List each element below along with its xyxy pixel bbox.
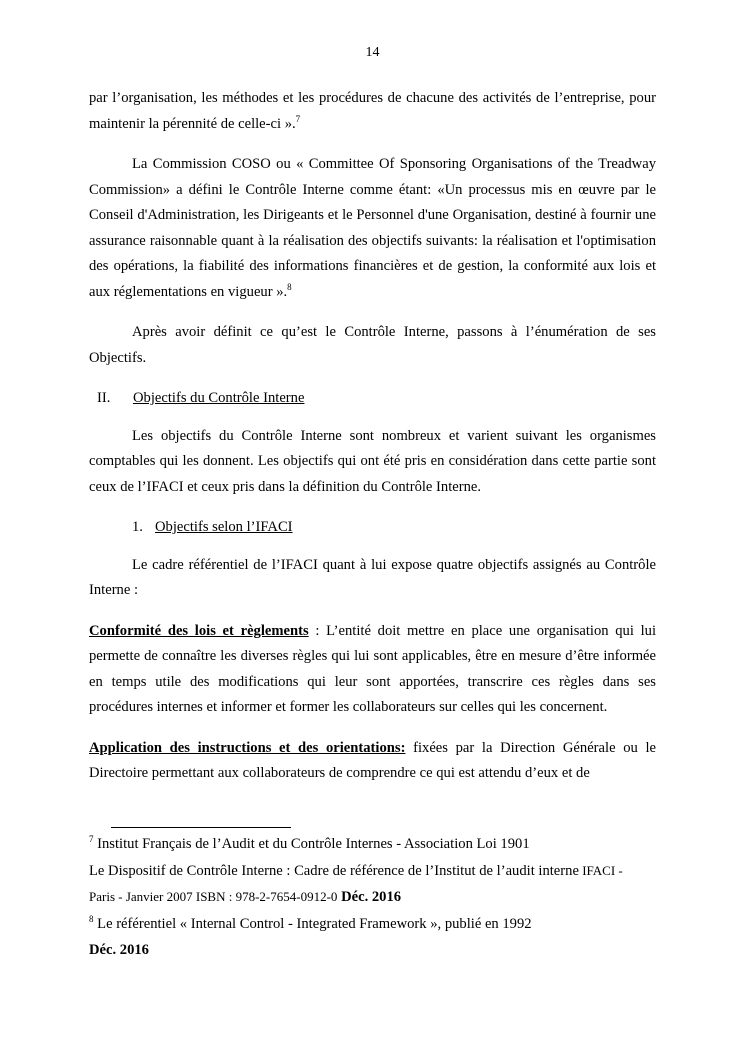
footnote-7-mark: 7	[89, 834, 94, 844]
paragraph-objectives-intro: Les objectifs du Contrôle Interne sont nombreux et varient suivant les organismes comptables qui les donnent. Les objectifs qui ont été pris en considération dans cette partie sont ceux de l’IFACI et ceux pris dans la définition du Contrôle Interne.	[89, 427, 656, 495]
footnote-7-date: Déc. 2016	[337, 889, 402, 905]
footnote-7-line-1	[89, 831, 669, 858]
page-number: 14	[365, 45, 380, 60]
term-conformite: Conformité des lois et règlements	[89, 622, 309, 639]
paragraph-1	[89, 86, 656, 137]
paragraph-2-text: La Commission COSO ou « Committee Of Sponsoring Organisations of the Treadway Commission» a défini le Contrôle Interne comme étant: «Un processus mis en œuvre par le Conseil d'Administration, les Dirigeants et le Personnel d'une Organisation, destiné à fournir une assurance raisonnable quant à la réalisation des objectifs suivants: la réalisation et l'optimisation des opérations, la fiabilité des informations financières et de gestion, la conformité aux lois et aux réglementations en vigueur ».	[89, 156, 656, 300]
footnote-8-line-1	[89, 911, 669, 938]
subsection-number: 1.	[132, 519, 143, 535]
footnote-separator	[111, 827, 291, 828]
paragraph-application	[89, 736, 656, 787]
body-text	[89, 86, 656, 787]
section-title: Objectifs du Contrôle Interne	[133, 390, 305, 406]
footnote-7-line-3	[89, 884, 669, 911]
section-heading	[89, 386, 656, 412]
footnote-ref-8[interactable]: 8	[287, 281, 292, 292]
footnote-8-mark: 8	[89, 913, 94, 924]
footnote-8-date: Déc. 2016	[89, 942, 149, 958]
paragraph-1-text: par l’organisation, les méthodes et les procédures de chacune des activités de l’entreprise, pour maintenir la pérennité de celle-ci ».	[89, 90, 656, 132]
footnote-7-text: Institut Français de l’Audit et du Contrôle Internes - Association Loi 1901	[93, 836, 530, 852]
paragraph-coso-definition	[89, 152, 656, 305]
footnote-7-source: Le Dispositif de Contrôle Interne : Cadre de référence de l’Institut de l’audit interne	[89, 862, 579, 879]
paragraph-ifaci-intro: Le cadre référentiel de l’IFACI quant à lui expose quatre objectifs assignés au Contrôle Interne :	[89, 556, 656, 598]
paragraph-application-text: fixées par la Direction Générale ou le Directoire permettant aux collaborateurs de comprendre ce qui est attendu d’eux et de	[89, 739, 657, 781]
footnote-7-line-2	[89, 858, 669, 885]
footnote-8-text: Le référentiel « Internal Control - Integrated Framework », publié en 1992	[93, 915, 532, 932]
footnote-ref-7[interactable]: 7	[295, 113, 301, 124]
subsection-title: Objectifs selon l’IFACI	[155, 519, 293, 535]
footnote-7-publisher: IFACI -	[578, 862, 623, 878]
paragraph-transition: Après avoir définit ce qu’est le Contrôle Interne, passons à l’énumération de ses Objectifs.	[89, 324, 656, 366]
subsection-heading	[89, 515, 656, 541]
footnotes	[89, 831, 669, 964]
section-number: II.	[97, 390, 111, 406]
footnote-7-isbn: Paris - Janvier 2007 ISBN : 978-2-7654-0912-0	[89, 889, 338, 904]
term-application: Application des instructions et des orientations:	[89, 739, 406, 756]
paragraph-conformite-text: : L’entité doit mettre en place une organisation qui lui permette de connaître les diverses règles qui lui sont applicables, être en mesure d’être informée en temps utile des modifications qui leur sont apportées, transcrire ces règles dans ses procédures internes et informer et former les collaborateurs sur celles qui les concernent.	[89, 622, 657, 715]
paragraph-conformite	[89, 619, 656, 721]
